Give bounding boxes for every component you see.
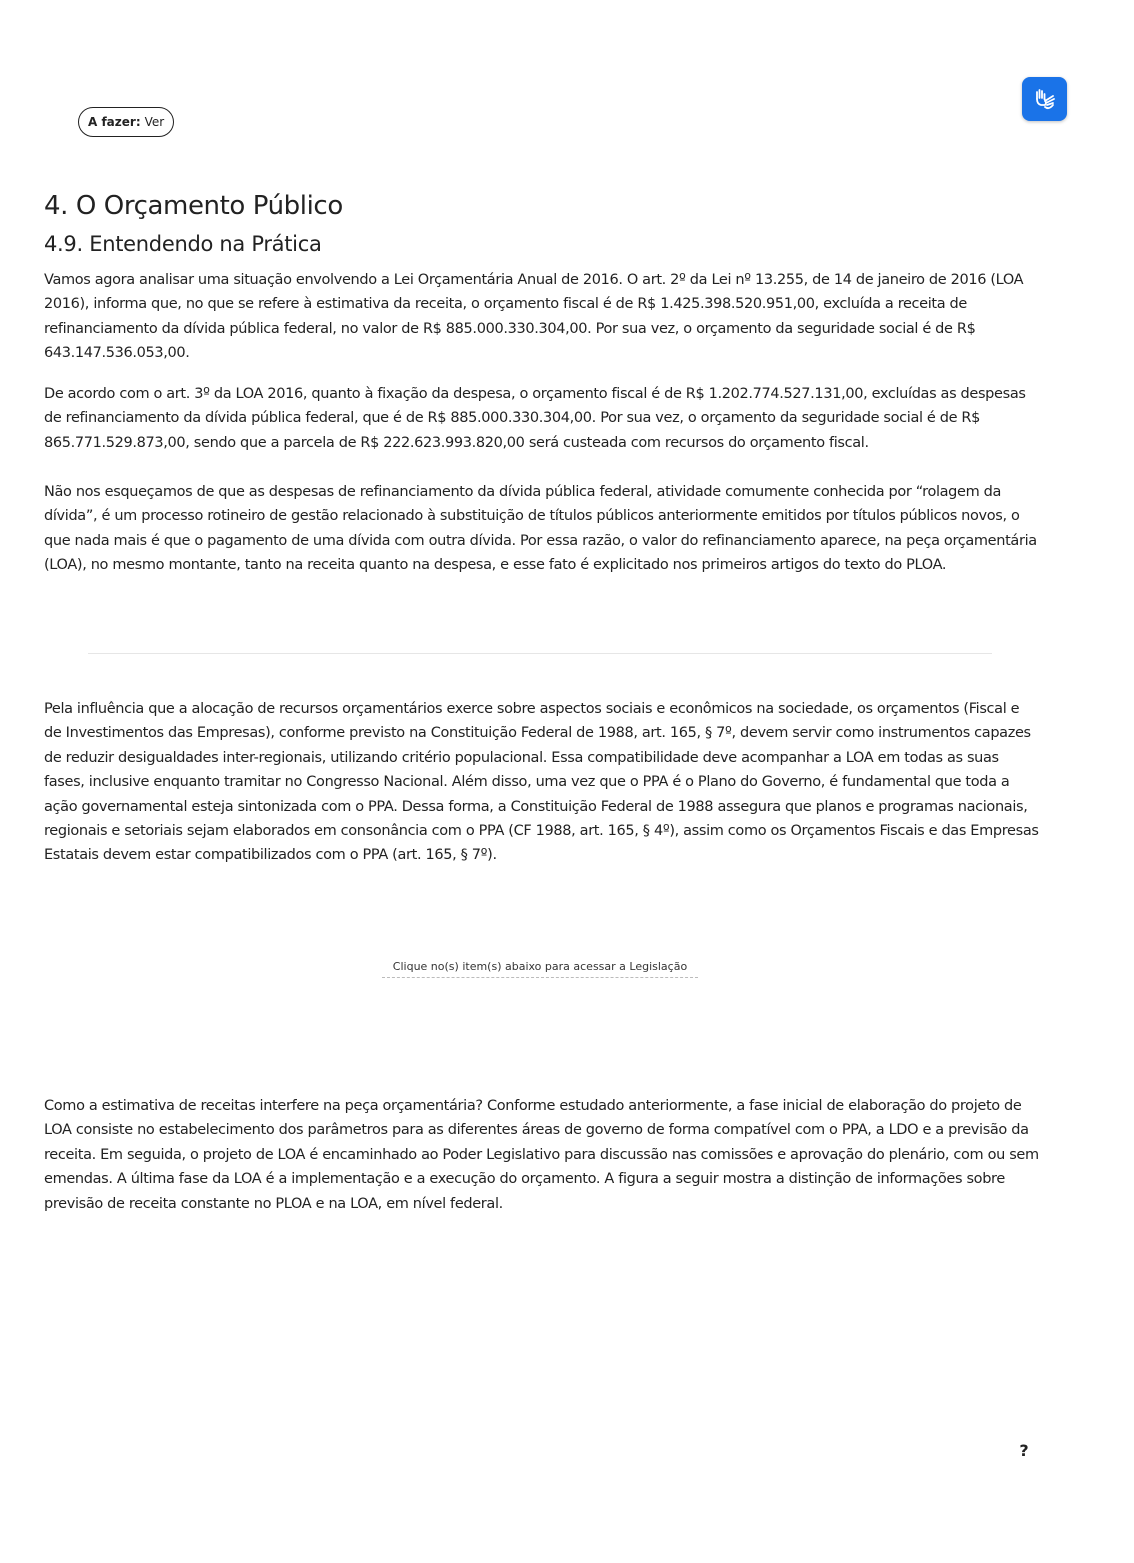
- todo-status-pill[interactable]: [78, 107, 174, 137]
- sign-language-button[interactable]: [1022, 77, 1067, 121]
- paragraph-revenue-estimate: Vamos agora analisar uma situação envolvendo a Lei Orçamentária Anual de 2016. O art. 2º da Lei nº 13.255, de 14 de janeiro de 2016 (LOA 2016), informa que, no que se refere à estimativa da receita, o orçamento fiscal é de R$ 1.425.398.520.951,00, excluída a receita de refinanciamento da dívida pública federal, no valor de R$ 885.000.330.304,00. Por sua vez, o orçamento da seguridade social é de R$ 643.147.536.053,00.: [44, 272, 1024, 362]
- paragraph-budget-influence: Pela influência que a alocação de recursos orçamentários exerce sobre aspectos sociais e econômicos na sociedade, os orçamentos (Fiscal e de Investimentos das Empresas), conforme previsto na Constituição Federal de 1988, art. 165, § 7º, devem servir como instrumentos capazes de reduzir desigualdades inter-regionais, utilizando critério populacional. Essa compatibilidade deve acompanhar a LOA em todas as suas fases, inclusive enquanto tramitar no Congresso Nacional. Além disso, uma vez que o PPA é o Plano do Governo, é fundamental que toda a ação governamental esteja sintonizada com o PPA. Dessa forma, a Constituição Federal de 1988 assegura que planos e programas nacionais, regionais e setoriais sejam elaborados em consonância com o PPA (CF 1988, art. 165, § 4º), assim como os Orçamentos Fiscais e das Empresas Estatais devem estar compatibilizados com o PPA (art. 165, § 7º).: [44, 701, 1039, 864]
- legislation-link[interactable]: Clique no(s) item(s) abaixo para acessar a Legislação: [382, 958, 698, 978]
- paragraph-expense-fixation: De acordo com o art. 3º da LOA 2016, quanto à fixação da despesa, o orçamento fiscal é de R$ 1.202.774.527.131,00, excluídas as despesas de refinanciamento da dívida pública federal, que é de R$ 885.000.330.304,00. Por sua vez, o orçamento da seguridade social é de R$ 865.771.529.873,00, sendo que a parcela de R$ 222.623.993.820,00 será custeada com recursos do orçamento fiscal.: [44, 386, 1026, 451]
- paragraph-debt-refinancing: Não nos esqueçamos de que as despesas de refinanciamento da dívida pública federal, atividade comumente conhecida por “rolagem da dívida”, é um processo rotineiro de gestão relacionado à substituição de títulos públicos anteriormente emitidos por títulos públicos novos, o que nada mais é que o pagamento de uma dívida com outra dívida. Por essa razão, o valor do refinanciamento aparece, na peça orçamentária (LOA), no mesmo montante, tanto na receita quanto na despesa, e esse fato é explicitado nos primeiros artigos do texto do PLOA.: [44, 484, 1037, 574]
- paragraph-revenue-estimate-question: Como a estimativa de receitas interfere na peça orçamentária? Conforme estudado anteriormente, a fase inicial de elaboração do projeto de LOA consiste no estabelecimento dos parâmetros para as diferentes áreas de governo de forma compatível com o PPA, a LDO e a previsão da receita. Em seguida, o projeto de LOA é encaminhado ao Poder Legislativo para discussão nas comissões e aprovação do plenário, com ou sem emendas. A última fase da LOA é a implementação e a execução do orçamento. A figura a seguir mostra a distinção de informações sobre previsão de receita constante no PLOA e na LOA, em nível federal.: [44, 1098, 1039, 1212]
- section-title: 4.9. Entendendo na Prática: [44, 232, 322, 256]
- page-header: [44, 186, 1039, 262]
- todo-label: A fazer:: [88, 115, 141, 129]
- section-divider: [88, 653, 992, 654]
- todo-value: Ver: [144, 115, 165, 129]
- page-title: 4. O Orçamento Público: [44, 191, 343, 221]
- help-button[interactable]: ?: [1019, 1441, 1029, 1460]
- sign-language-hands-icon: [1031, 85, 1059, 113]
